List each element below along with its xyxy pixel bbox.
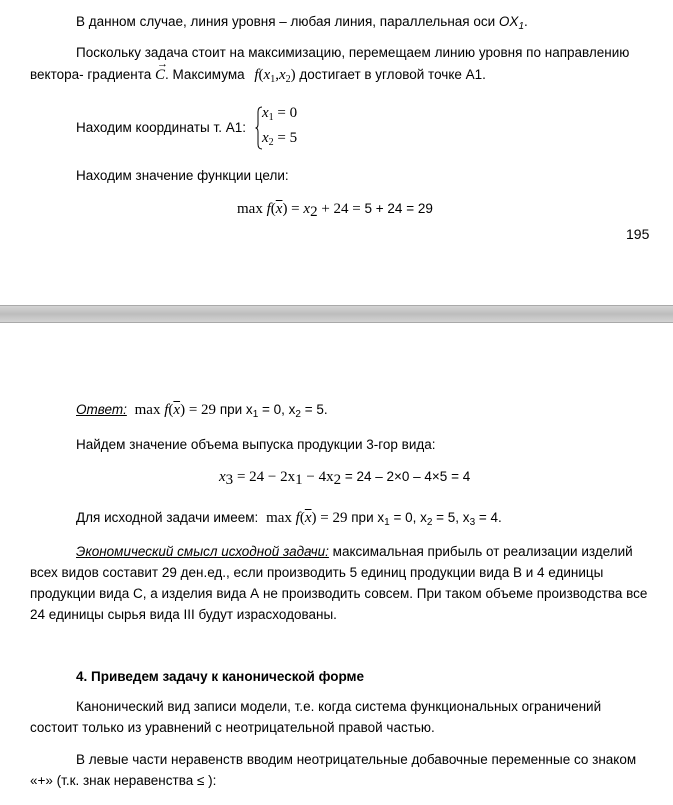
sub: 1 — [295, 472, 303, 488]
text: = 5. — [300, 402, 328, 417]
system-eq1 — [262, 105, 297, 122]
text: Поскольку задача стоит на максимизацию, перемещаем линию уровня по направлению — [76, 45, 630, 60]
var: x — [263, 67, 271, 83]
economic-meaning-line1 — [76, 544, 633, 559]
var: x — [262, 130, 269, 146]
func-name: f — [164, 402, 169, 418]
axis-name: OX — [498, 14, 519, 29]
slack-line2: «+» (т.к. знак неравенства ≤ ): — [30, 773, 217, 788]
objective-label: Находим значение функции цели: — [76, 168, 289, 183]
max: max — [237, 201, 263, 217]
sub: 2 — [295, 409, 301, 420]
rhs: = 29 — [188, 402, 217, 418]
sub: 2 — [285, 74, 291, 85]
rhs: = 29 — [320, 510, 348, 526]
sub: 3 — [225, 472, 234, 488]
result: = 24 – 2×0 – 4×5 = 4 — [344, 469, 471, 484]
slack-line1: В левые части неравенств вводим неотрицательные добавочные переменные со знаком — [76, 752, 637, 767]
sub: 1 — [384, 517, 390, 528]
answer-line: Ответ: $\max f(\overline{x}) = 29$ при $x_1 = 0$, $x_2 = 5$. — [76, 402, 328, 420]
sub: 2 — [333, 472, 342, 488]
answer-label: Ответ: — [76, 402, 127, 417]
func-name: f — [254, 67, 259, 83]
var: x — [303, 201, 311, 217]
econ-label: Экономический смысл исходной задачи: — [76, 544, 329, 559]
vector-x: $\overline{x}$ — [304, 510, 312, 526]
var: x — [262, 105, 269, 121]
text: при x — [351, 510, 385, 525]
rhs: = 0 — [277, 105, 298, 121]
text: при x — [219, 402, 253, 417]
rhs: = 5 — [277, 130, 298, 146]
sub: 2 — [268, 137, 274, 148]
volume-equation — [219, 469, 470, 486]
sub: 1 — [270, 74, 276, 85]
vector-x: $\overline{x}$ — [173, 402, 181, 418]
coords-label: Находим координаты т. А1: — [76, 120, 246, 135]
canonical-line1: Канонический вид записи модели, т.е. когда система функциональных ограничений — [76, 699, 602, 714]
text: Для исходной задачи имеем: — [76, 510, 259, 525]
text: максимальная прибыль от реализации изделий — [328, 544, 633, 559]
sub: 1 — [252, 409, 259, 420]
text: . Максимума — [165, 67, 245, 82]
text: достигает в угловой точке А1. — [299, 67, 486, 82]
volume-paragraph: Найдем значение объема выпуска продукции 3-гор вида: — [76, 437, 436, 452]
sub: 1 — [268, 112, 274, 123]
system-eq2 — [262, 130, 297, 147]
section-heading: 4. Приведем задачу к канонической форме — [76, 669, 365, 684]
result: 5 + 24 = 29 — [364, 201, 433, 216]
text: = 4. — [475, 510, 502, 525]
text: = 5, x — [432, 510, 470, 525]
max: max — [266, 510, 292, 526]
text: В данном случае, линия уровня – любая линия, параллельная оси — [76, 14, 499, 29]
vector-c: → C — [155, 58, 169, 83]
paragraph-gradient-line2 — [30, 58, 486, 85]
rhs: + 24 = — [321, 201, 361, 217]
sub: 3 — [469, 517, 476, 528]
economic-meaning-line3: продукции вида С, а изделия вида А не производить совсем. При таком объеме производства все — [30, 586, 648, 601]
func-f-x1-x2: $f(x_1,x_2)$ — [254, 67, 300, 85]
sub: 2 — [310, 204, 318, 220]
text: вектора- градиента — [30, 67, 152, 82]
vector-c-letter: C — [155, 67, 166, 83]
objective-equation: $\max f(\overline{x}) = x_2 + 24 = 5 + 24 = 29$ — [237, 201, 433, 220]
func-name: f — [295, 510, 300, 526]
text: . — [524, 14, 528, 29]
func-name: f — [266, 201, 271, 217]
page-separator — [0, 305, 673, 323]
vector-x: $\overline{x}$ — [275, 201, 283, 217]
expr: = 24 − 2x — [236, 469, 296, 485]
var: x — [219, 469, 226, 485]
sub: 2 — [426, 517, 433, 528]
expr: − 4x — [302, 469, 334, 485]
paragraph-level-line — [76, 14, 528, 32]
original-problem-line: Для исходной задачи имеем: $\max f(\overline{x}) = 29$ при $x_1 = 0$, $x_2 = 5$, $x_3 = 4$. — [76, 510, 502, 528]
page-number: 195 — [626, 226, 650, 242]
max: max — [134, 402, 161, 418]
text: = 0, x — [389, 510, 427, 525]
var: x — [278, 67, 286, 83]
economic-meaning-line2: всех видов составит 29 ден.ед., если производить 5 единиц продукции вида В и 4 единицы — [30, 565, 604, 580]
canonical-line2: состоит только из уравнений с неотрицательной правой частью. — [30, 720, 435, 735]
text: = 0, x — [258, 402, 296, 417]
economic-meaning-line4: 24 единицы сырья вида III будут израсходованы. — [30, 607, 337, 622]
axis-subscript: 1 — [518, 21, 524, 32]
